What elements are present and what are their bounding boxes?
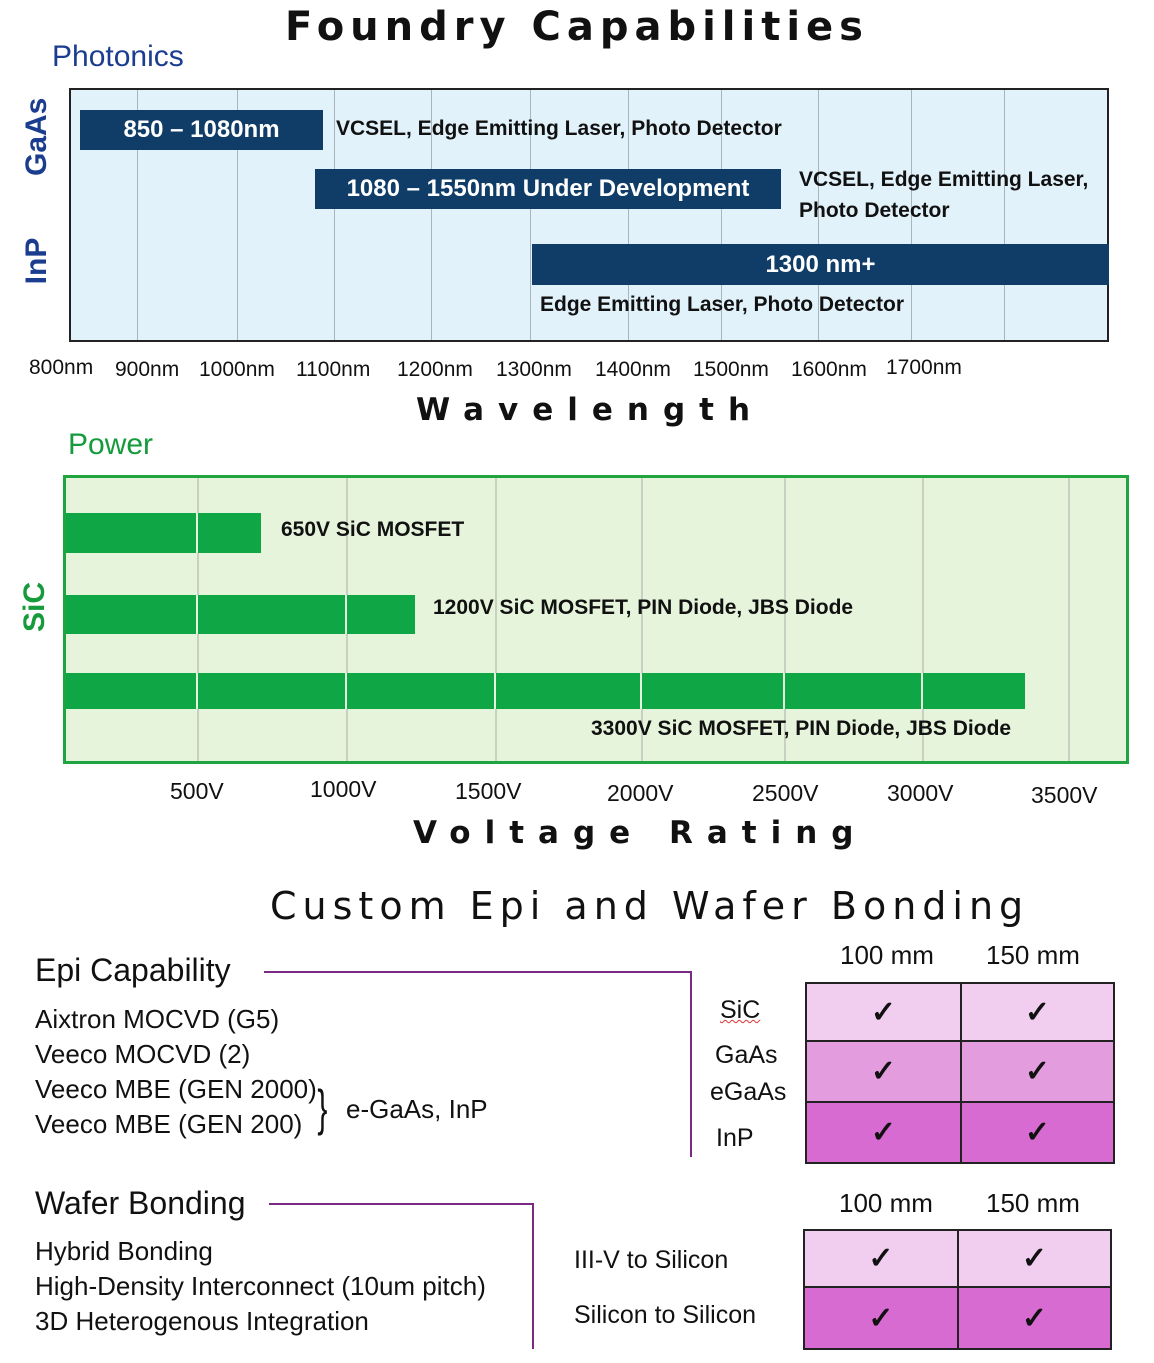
inp-side-label: InP bbox=[20, 237, 53, 285]
epi-col-150mm: 150 mm bbox=[986, 940, 1080, 970]
epi-item: Veeco MBE (GEN 2000) bbox=[35, 1074, 317, 1104]
brace: } bbox=[317, 1080, 328, 1136]
tick-1400nm: 1400nm bbox=[595, 358, 671, 381]
power-section-label: Power bbox=[68, 428, 154, 461]
bonding-cell-check: ✓ bbox=[805, 1231, 959, 1288]
epi-connector-line bbox=[264, 971, 692, 973]
bar-1080-1550-desc: VCSEL, Edge Emitting Laser, Photo Detector bbox=[799, 168, 1089, 222]
gridline bbox=[334, 90, 335, 340]
bonding-col-150mm: 150 mm bbox=[986, 1188, 1080, 1218]
epi-connector-line bbox=[690, 971, 692, 1157]
wavelength-axis-title: Wavelength bbox=[416, 392, 765, 428]
bonding-cell-check: ✓ bbox=[959, 1231, 1110, 1288]
tick-800nm: 800nm bbox=[29, 356, 94, 379]
bonding-item: High-Density Interconnect (10um pitch) bbox=[35, 1271, 486, 1301]
bar-separator bbox=[196, 513, 198, 553]
epi-cell-check: ✓ bbox=[962, 984, 1113, 1042]
bar-3300v bbox=[66, 673, 1025, 709]
epi-item: Veeco MOCVD (2) bbox=[35, 1039, 251, 1069]
epi-cell-check: ✓ bbox=[807, 984, 962, 1042]
epi-capability-heading: Epi Capability bbox=[35, 952, 231, 988]
page-title: Foundry Capabilities bbox=[284, 4, 869, 50]
wafer-bonding-heading: Wafer Bonding bbox=[35, 1185, 246, 1221]
bonding-col-100mm: 100 mm bbox=[839, 1188, 933, 1218]
bar-separator bbox=[494, 673, 496, 709]
sic-side-label: SiC bbox=[18, 582, 51, 633]
bonding-table bbox=[803, 1229, 1112, 1350]
epi-item: Veeco MBE (GEN 200) bbox=[35, 1109, 303, 1139]
epi-item: Aixtron MOCVD (G5) bbox=[35, 1004, 280, 1034]
bonding-cell-check: ✓ bbox=[959, 1288, 1110, 1348]
bonding-cell-check: ✓ bbox=[805, 1288, 959, 1348]
epi-row-egaas: eGaAs bbox=[710, 1078, 787, 1106]
tick-1500v: 1500V bbox=[455, 778, 522, 804]
epi-wafer-title: Custom Epi and Wafer Bonding bbox=[270, 884, 1030, 928]
tick-900nm: 900nm bbox=[115, 358, 180, 381]
bonding-item: 3D Heterogenous Integration bbox=[35, 1306, 369, 1336]
bonding-connector-line bbox=[532, 1203, 534, 1349]
bar-separator bbox=[640, 673, 642, 709]
bar-1200v-desc: 1200V SiC MOSFET, PIN Diode, JBS Diode bbox=[433, 596, 854, 619]
tick-2500v: 2500V bbox=[752, 780, 819, 806]
tick-3000v: 3000V bbox=[887, 780, 954, 806]
epi-brace-note: e-GaAs, InP bbox=[346, 1094, 488, 1124]
bar-separator bbox=[196, 595, 198, 634]
photonics-section-label: Photonics bbox=[52, 40, 184, 73]
bar-3300v-desc: 3300V SiC MOSFET, PIN Diode, JBS Diode bbox=[591, 717, 1012, 740]
epi-row-sic: SiC bbox=[720, 996, 761, 1024]
tick-1500nm: 1500nm bbox=[693, 358, 769, 381]
bar-separator bbox=[921, 673, 923, 709]
bar-1080-1550: 1080 – 1550nm Under Development bbox=[315, 169, 781, 209]
epi-cell-check: ✓ bbox=[807, 1103, 962, 1162]
bonding-row-iiiv-silicon: III-V to Silicon bbox=[574, 1246, 729, 1274]
bar-separator bbox=[783, 673, 785, 709]
epi-table bbox=[805, 982, 1115, 1164]
bar-1300-plus: 1300 nm+ bbox=[532, 244, 1109, 285]
gaas-side-label: GaAs bbox=[20, 97, 53, 176]
bar-650v-desc: 650V SiC MOSFET bbox=[281, 518, 465, 541]
tick-1000nm: 1000nm bbox=[199, 358, 275, 381]
bar-separator bbox=[345, 595, 347, 634]
bar-850-1080-desc: VCSEL, Edge Emitting Laser, Photo Detector bbox=[336, 117, 782, 140]
bonding-item: Hybrid Bonding bbox=[35, 1236, 213, 1266]
tick-1700nm: 1700nm bbox=[886, 356, 962, 379]
tick-1200nm: 1200nm bbox=[397, 358, 473, 381]
bar-1300-plus-desc: Edge Emitting Laser, Photo Detector bbox=[540, 293, 905, 316]
epi-cell-check: ✓ bbox=[962, 1042, 1113, 1103]
tick-3500v: 3500V bbox=[1031, 782, 1098, 808]
bar-separator bbox=[196, 673, 198, 709]
bar-650v bbox=[66, 513, 261, 553]
bonding-connector-line bbox=[269, 1203, 534, 1205]
voltage-axis-title: Voltage Rating bbox=[413, 815, 868, 851]
gridline bbox=[1068, 478, 1070, 761]
tick-1300nm: 1300nm bbox=[496, 358, 572, 381]
tick-1100nm: 1100nm bbox=[296, 358, 371, 381]
epi-cell-check: ✓ bbox=[807, 1042, 962, 1103]
bar-850-1080: 850 – 1080nm bbox=[80, 110, 323, 150]
tick-1600nm: 1600nm bbox=[791, 358, 867, 381]
epi-row-inp: InP bbox=[716, 1124, 754, 1152]
tick-500v: 500V bbox=[170, 778, 224, 804]
epi-col-100mm: 100 mm bbox=[840, 940, 934, 970]
bar-separator bbox=[345, 673, 347, 709]
epi-cell-check: ✓ bbox=[962, 1103, 1113, 1162]
bonding-row-silicon-silicon: Silicon to Silicon bbox=[574, 1301, 757, 1329]
tick-1000v: 1000V bbox=[310, 776, 377, 802]
tick-2000v: 2000V bbox=[607, 780, 674, 806]
bar-1200v bbox=[66, 595, 415, 634]
epi-row-gaas: GaAs bbox=[715, 1041, 778, 1069]
